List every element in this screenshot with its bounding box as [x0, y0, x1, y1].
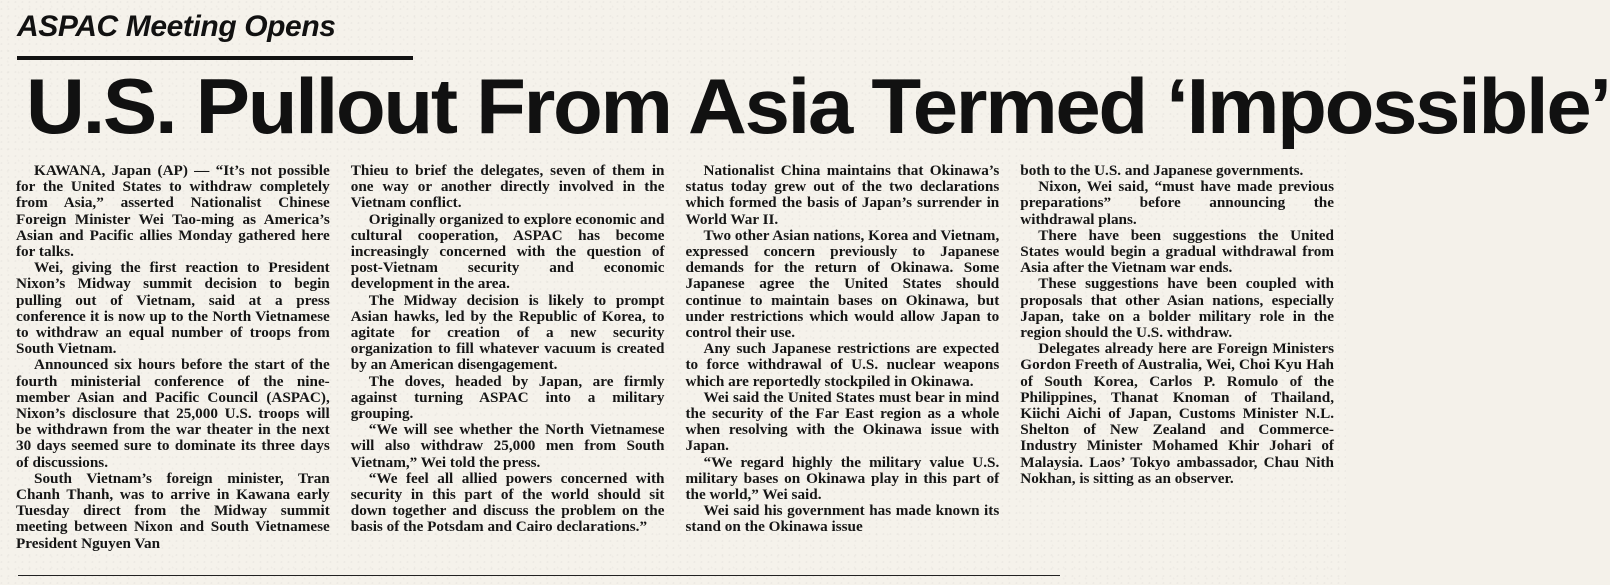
article-paragraph: KAWANA, Japan (AP) — “It’s not possible for the United States to withdraw completely from Asia,” asserted Nationalist Chinese Foreign Minister Wei Tao-ming as America’s Asian and Pacific allies Monday gathered here for talks. — [16, 162, 330, 261]
article-column-1 — [16, 163, 330, 569]
article-paragraph: The Midway decision is likely to prompt Asian hawks, led by the Republic of Korea, to agitate for creation of a new security organization to fill whatever vacuum is created by an American disengagement. — [350, 291, 665, 374]
article-paragraph: Two other Asian nations, Korea and Vietnam, expressed concern previously to Japanese demands for the return of Okinawa. Some Japanese agree the United States should continue to maintain bases on Okinawa, but under restrictions which would allow Japan to control their use. — [685, 226, 1000, 342]
article-paragraph: Wei, giving the first reaction to President Nixon’s Midway summit decision to begin pulling out of Vietnam, said at a press conference it is now up to the North Vietnamese to withdraw an equal number of troops from South Vietnam. — [16, 259, 330, 358]
article-column-2 — [351, 163, 665, 569]
article-paragraph: These suggestions have been coupled with proposals that other Asian nations, especially Japan, take on a bolder military role in the region should the U.S. withdraw. — [1020, 275, 1334, 342]
article-paragraph: Nixon, Wei said, “must have made previous preparations” before announcing the withdrawal plans. — [1020, 178, 1334, 228]
article-paragraph: Wei said his government has made known its stand on the Okinawa issue — [685, 502, 1000, 536]
article-column-4 — [1020, 163, 1334, 569]
article-paragraph: Wei said the United States must bear in mind the security of the Far East region as a whole when resolving with the Okinawa issue with Japan. — [685, 388, 1000, 455]
main-headline: U.S. Pullout From Asia Termed ‘Impossible’ — [26, 62, 1610, 150]
article-paragraph: Thieu to brief the delegates, seven of them in one way or another directly involved in the Vietnam conflict. — [350, 162, 665, 212]
article-paragraph: Originally organized to explore economic and cultural cooperation, ASPAC has become increasingly concerned with the question of post-Vietnam security and economic development in the area. — [350, 210, 665, 293]
article-paragraph: Delegates already here are Foreign Ministers Gordon Freeth of Australia, Wei, Choi Kyu Hah of South Korea, Carlos P. Romulo of the Philippines, Thanat Knoman of Thailand, Kiichi Aichi of Japan, Customs Minister N.L. Shelton of New Zealand and Commerce-Industry Minister Mohamed Khir Johari of Malaysia. Laos’ Tokyo ambassador, Chau Nith Nokhan, is sitting as an observer. — [1020, 340, 1334, 487]
article-paragraph: Any such Japanese restrictions are expected to force withdrawal of U.S. nuclear weapons which are reportedly stockpiled in Okinawa. — [685, 340, 1000, 390]
article-paragraph: South Vietnam’s foreign minister, Tran Chanh Thanh, was to arrive in Kawana early Tuesday direct from the Midway summit meeting between Nixon and South Vietnamese President Nguyen Van — [16, 469, 330, 552]
kicker-headline: ASPAC Meeting Opens — [17, 10, 336, 43]
article-paragraph: “We regard highly the military value U.S. military bases on Okinawa play in this part of the world,” Wei said. — [685, 453, 1000, 504]
article-paragraph: Announced six hours before the start of the fourth ministerial conference of the nine-member Asian and Pacific Council (ASPAC), Nixon’s disclosure that 25,000 U.S. troops will be withdrawn from the war theater in the next 30 days seemed sure to dominate its three days of discussions. — [16, 356, 330, 471]
article-paragraph: “We will see whether the North Vietnamese will also withdraw 25,000 men from South Vietnam,” Wei told the press. — [350, 421, 665, 471]
article-body — [16, 163, 1334, 569]
article-column-3 — [686, 163, 1000, 569]
article-paragraph: There have been suggestions the United States would begin a gradual withdrawal from Asia after the Vietnam war ends. — [1020, 226, 1334, 277]
article-paragraph: “We feel all allied powers concerned with security in this part of the world should sit down together and discuss the problem on the basis of the Potsdam and Cairo declarations.” — [350, 469, 665, 536]
article-paragraph: Nationalist China maintains that Okinawa’s status today grew out of the two declarations which formed the basis of Japan’s surrender in World War II. — [685, 162, 1000, 228]
article-paragraph: The doves, headed by Japan, are firmly against turning ASPAC into a military grouping. — [350, 372, 665, 423]
article-paragraph: both to the U.S. and Japanese governments. — [1020, 162, 1304, 179]
bottom-rule — [18, 575, 1060, 576]
